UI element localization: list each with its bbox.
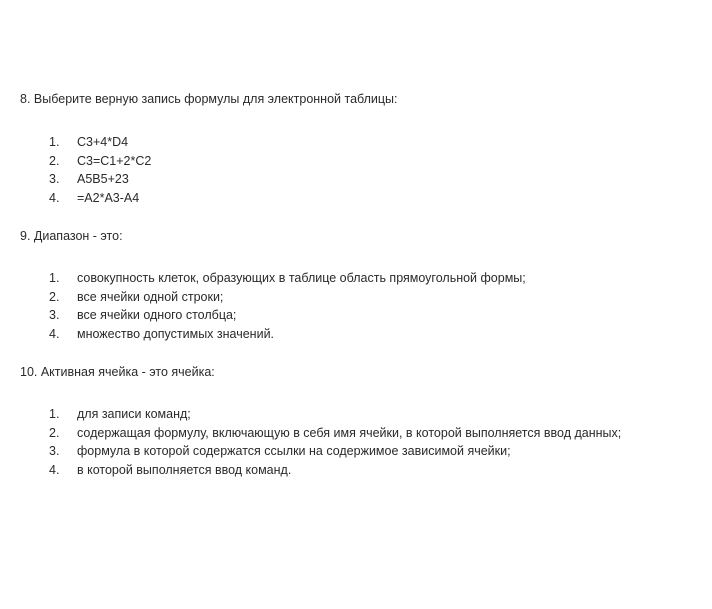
answer-item: [20, 306, 708, 325]
answer-text: для записи команд;: [77, 407, 191, 421]
answer-number: 3.: [49, 172, 60, 186]
question-8: [20, 90, 708, 207]
answer-item: [20, 170, 708, 189]
answer-number: 3.: [49, 444, 60, 458]
answer-text: A5B5+23: [77, 172, 129, 186]
answer-text: C3+4*D4: [77, 135, 129, 149]
answer-item: [20, 424, 708, 443]
answer-item: [20, 461, 708, 480]
answer-number: 1.: [49, 135, 60, 149]
answer-text: C3=C1+2*C2: [77, 153, 152, 168]
question-title: 9. Диапазон - это:: [20, 229, 123, 243]
answer-text: множество допустимых значений.: [77, 326, 275, 341]
answer-list: [20, 269, 708, 343]
answer-list: [20, 133, 708, 207]
answer-item: [20, 288, 708, 307]
answer-number: 1.: [49, 271, 60, 285]
answer-item: [20, 325, 708, 344]
answer-item: [20, 405, 708, 424]
answer-text: все ячейки одного столбца;: [77, 308, 237, 322]
answer-text: все ячейки одной строки;: [77, 289, 224, 304]
answer-item: [20, 133, 708, 152]
answer-list: [20, 405, 708, 479]
document-body: [20, 90, 708, 499]
answer-item: [20, 189, 708, 208]
answer-item: [20, 442, 708, 461]
answer-number: 2.: [49, 289, 60, 304]
answer-number: 4.: [49, 190, 60, 205]
answer-number: 2.: [49, 153, 60, 168]
answer-item: [20, 152, 708, 171]
answer-text: совокупность клеток, образующих в таблице область прямоугольной формы;: [77, 271, 526, 285]
question-title: 10. Активная ячейка - это ячейка:: [20, 365, 215, 379]
answer-text: формула в которой содержатся ссылки на содержимое зависимой ячейки;: [77, 444, 511, 458]
answer-number: 4.: [49, 462, 60, 477]
answer-item: [20, 269, 708, 288]
question-10: [20, 363, 708, 479]
question-title: 8. Выберите верную запись формулы для электронной таблицы:: [20, 92, 398, 106]
answer-text: в которой выполняется ввод команд.: [77, 462, 292, 477]
answer-number: 4.: [49, 326, 60, 341]
answer-number: 3.: [49, 308, 60, 322]
answer-number: 2.: [49, 425, 60, 440]
answer-number: 1.: [49, 407, 60, 421]
answer-text: содержащая формулу, включающую в себя имя ячейки, в которой выполняется ввод данных;: [77, 425, 622, 440]
answer-text: =A2*A3-A4: [77, 190, 140, 205]
question-9: [20, 227, 708, 343]
